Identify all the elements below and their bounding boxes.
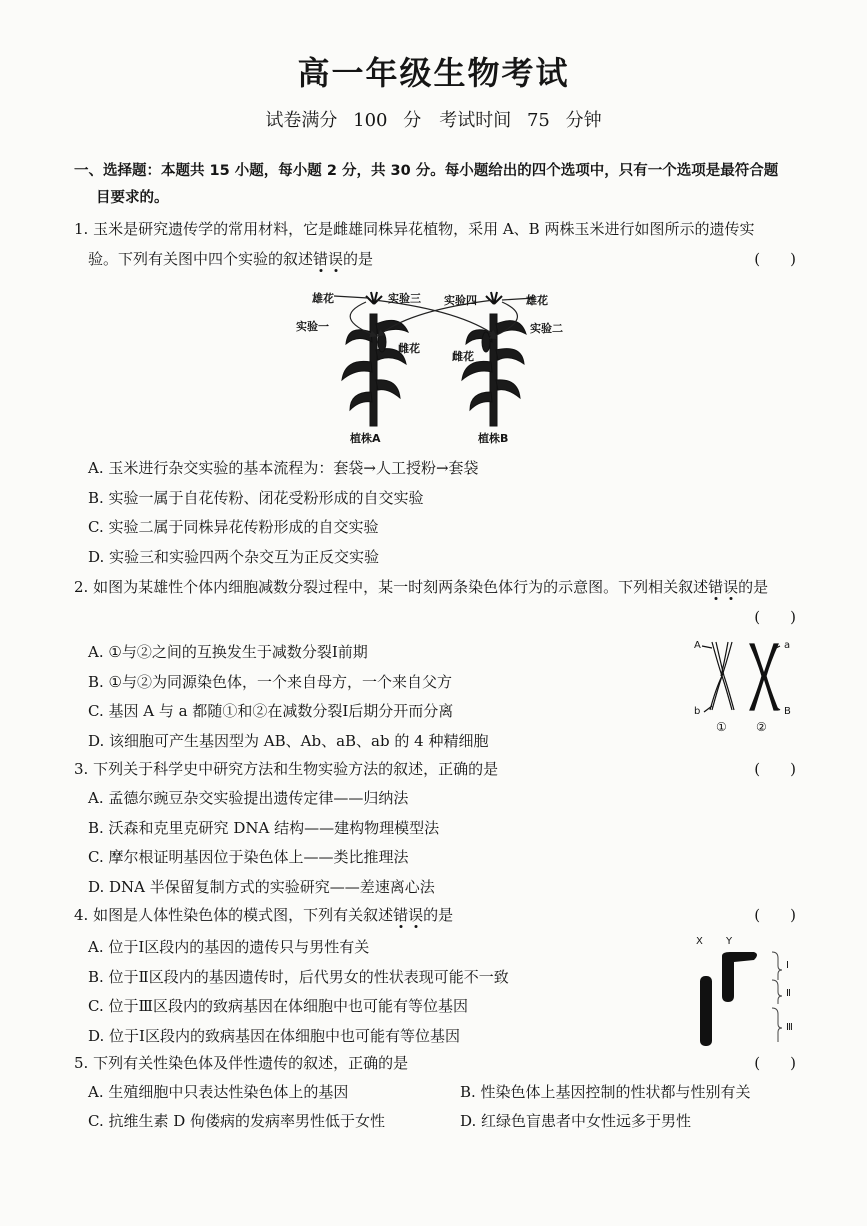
q3-options <box>88 784 439 902</box>
q1-stem-line2 <box>74 244 796 274</box>
q3-option-b[interactable]: B. 沃森和克里克研究 DNA 结构——建构物理模型法 <box>88 818 440 837</box>
gene-label-A: A <box>694 640 701 651</box>
answer-paren: ( ) <box>754 250 796 268</box>
q2-stem-line1 <box>74 572 796 602</box>
corn-plants-illustration <box>290 284 580 448</box>
chromosome-pair-figure <box>688 636 798 736</box>
q4-option-c[interactable]: C. 位于Ⅲ区段内的致病基因在体细胞中也可能有等位基因 <box>88 997 468 1015</box>
q5-stem-line1 <box>74 1048 796 1078</box>
emphasis-char: 错 <box>708 578 724 596</box>
q2-option-a[interactable]: A. ①与②之间的互换发生于减数分裂Ⅰ前期 <box>88 643 368 661</box>
gene-label-b: b <box>694 706 701 717</box>
q3-option-c[interactable]: C. 摩尔根证明基因位于染色体上——类比推理法 <box>88 848 409 866</box>
gene-label-a: a <box>784 640 791 651</box>
chromosome-illustration <box>688 636 798 736</box>
emphasis-char: 错 <box>313 250 329 268</box>
answer-paren: ( ) <box>754 1054 796 1072</box>
q2-option-c[interactable]: C. 基因 A 与 a 都随①和②在减数分裂Ⅰ后期分开而分离 <box>88 702 454 720</box>
answer-paren: ( ) <box>754 760 796 778</box>
question-4 <box>74 900 796 930</box>
q1-stem-tail: 的是 <box>343 250 374 268</box>
section-heading-line2: 目要求的。 <box>96 190 169 206</box>
label-plant-a: 植株A <box>350 432 381 445</box>
q3-option-d[interactable]: D. DNA 半保留复制方式的实验研究——差速离心法 <box>88 877 435 896</box>
q4-stem-line1 <box>74 900 796 930</box>
q1-option-a[interactable]: A. 玉米进行杂交实验的基本流程为：套袋→人工授粉→套袋 <box>88 459 479 477</box>
exam-subtitle: 试卷满分 100 分 考试时间 75 分钟 <box>265 110 602 131</box>
x-chromosome-label: X <box>696 936 703 947</box>
sex-chromosome-figure <box>690 932 798 1052</box>
region-label-3: Ⅲ <box>786 1022 793 1033</box>
q5-option-c[interactable]: C. 抗维生素 D 佝偻病的发病率男性低于女性 <box>88 1112 386 1130</box>
q4-option-b[interactable]: B. 位于Ⅱ区段内的基因遗传时，后代男女的性状表现可能不一致 <box>88 967 509 986</box>
label-male-flower-a: 雄花 <box>312 292 334 305</box>
q5-stem-text: 5. 下列有关性染色体及伴性遗传的叙述，正确的是 <box>74 1054 409 1072</box>
q2-stem-tail: 的是 <box>738 578 769 596</box>
q1-option-b[interactable]: B. 实验一属于自花传粉、闭花受粉形成的自交实验 <box>88 488 424 507</box>
label-female-flower-b: 雌花 <box>452 350 474 363</box>
label-female-flower-a: 雌花 <box>398 342 420 355</box>
question-1 <box>74 214 796 274</box>
q2-stem-text: 2. 如图为某雄性个体内细胞减数分裂过程中，某一时刻两条染色体行为的示意图。下列相关叙述 <box>74 578 709 596</box>
q2-option-d[interactable]: D. 该细胞可产生基因型为 AB、Ab、aB、ab 的 4 种精细胞 <box>88 731 489 750</box>
emphasis-char: 误 <box>408 906 424 924</box>
q4-stem-tail: 的是 <box>423 906 454 924</box>
label-experiment-3: 实验三 <box>388 292 421 305</box>
exam-title: 高一年级生物考试 <box>297 54 570 92</box>
label-plant-b: 植株B <box>478 432 509 445</box>
region-label-1: Ⅰ <box>786 960 789 971</box>
q2-option-b[interactable]: B. ①与②为同源染色体，一个来自母方，一个来自父方 <box>88 672 453 691</box>
q5-option-b[interactable]: B. 性染色体上基因控制的性状都与性别有关 <box>460 1083 751 1101</box>
q4-option-d[interactable]: D. 位于Ⅰ区段内的致病基因在体细胞中也可能有等位基因 <box>88 1026 460 1045</box>
question-3 <box>74 754 796 784</box>
q1-option-d[interactable]: D. 实验三和实验四两个杂交互为正反交实验 <box>88 547 380 566</box>
q4-stem-text: 4. 如图是人体性染色体的模式图，下列有关叙述 <box>74 906 394 924</box>
emphasis-char: 误 <box>723 578 739 596</box>
q4-option-a[interactable]: A. 位于Ⅰ区段内的基因的遗传只与男性有关 <box>88 938 370 956</box>
q1-options <box>88 454 479 572</box>
answer-paren: ( ) <box>754 906 796 924</box>
q1-option-c[interactable]: C. 实验二属于同株异花传粉形成的自交实验 <box>88 518 379 536</box>
q4-options <box>88 933 509 1051</box>
chromosome-label-2: ② <box>756 720 767 734</box>
question-5 <box>74 1048 796 1078</box>
emphasis-char: 误 <box>328 250 344 268</box>
section-heading-line1: 一、选择题：本题共 15 小题，每小题 2 分，共 30 分。每小题给出的四个选项中，只有一个选项是最符合题 <box>74 163 779 179</box>
y-chromosome-label: Y <box>726 936 733 947</box>
corn-experiment-figure <box>290 284 580 448</box>
label-experiment-4: 实验四 <box>444 294 477 307</box>
label-male-flower-b: 雄花 <box>526 294 548 307</box>
gene-label-B: B <box>784 706 791 717</box>
q5-option-a[interactable]: A. 生殖细胞中只表达性染色体上的基因 <box>88 1083 349 1101</box>
q2-options <box>88 638 488 756</box>
answer-paren: ( ) <box>754 608 796 626</box>
emphasis-char: 错 <box>393 906 409 924</box>
q3-option-a[interactable]: A. 孟德尔豌豆杂交实验提出遗传定律——归纳法 <box>88 789 409 807</box>
region-label-2: Ⅱ <box>786 988 791 999</box>
question-2 <box>74 572 796 632</box>
label-experiment-2: 实验二 <box>530 322 563 335</box>
q3-stem-text: 3. 下列关于科学史中研究方法和生物实验方法的叙述，正确的是 <box>74 760 499 778</box>
label-experiment-1: 实验一 <box>296 320 329 333</box>
q3-stem-line1 <box>74 754 796 784</box>
q5-option-d[interactable]: D. 红绿色盲患者中女性远多于男性 <box>460 1112 692 1130</box>
xy-chromosome-illustration <box>690 932 798 1052</box>
q1-stem-line1: 1. 玉米是研究遗传学的常用材料，它是雌雄同株异花植物，采用 A、B 两株玉米进行如图所示的遗传实 <box>74 220 755 238</box>
q1-stem-text: 验。下列有关图中四个实验的叙述 <box>88 250 314 268</box>
chromosome-label-1: ① <box>716 720 727 734</box>
section-heading <box>74 158 796 212</box>
